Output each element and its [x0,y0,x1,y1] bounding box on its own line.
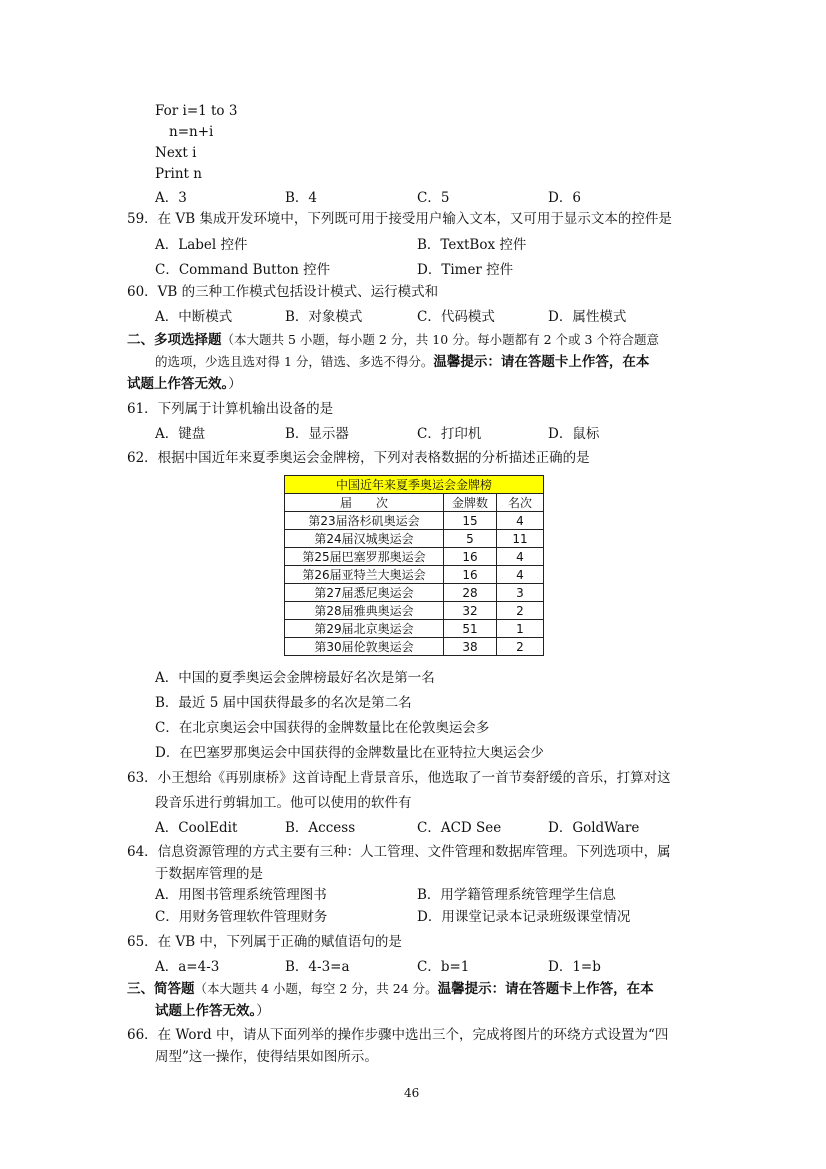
section-desc-line [155,352,649,372]
table-cell: 第26届亚特兰大奥运会 [285,566,444,584]
question-stem: 59．在 VB 集成开发环境中，下列既可用于接受用户输入文本，又可用于显示文本的控件是 [127,211,672,227]
option: A．CoolEdit [155,820,238,836]
option: B．TextBox 控件 [417,237,527,253]
option: D．Timer 控件 [417,262,514,278]
table-cell: 16 [444,548,497,566]
table-row [285,584,544,602]
column-header: 金牌数 [444,494,497,512]
option: A．a=4-3 [155,959,220,975]
table-title-row [285,476,544,494]
table-row [285,566,544,584]
option: D．GoldWare [548,820,640,836]
table-row [285,620,544,638]
table-cell: 第27届悉尼奥运会 [285,584,444,602]
section-tip-line [155,1001,270,1021]
table-row [285,602,544,620]
table-cell: 第29届北京奥运会 [285,620,444,638]
table-cell: 2 [497,602,544,620]
table-cell: 38 [444,638,497,656]
table-cell: 第30届伦敦奥运会 [285,638,444,656]
question-stem: 60．VB 的三种工作模式包括设计模式、运行模式和 [127,284,439,300]
section-tip: 试题上作答无效。 [127,376,229,392]
option: D．用课堂记录本记录班级课堂情况 [417,909,631,925]
option: C．代码模式 [417,309,495,325]
section-tip: 试题上作答无效。 [155,1003,257,1019]
option: A．中国的夏季奥运会金牌榜最好名次是第一名 [155,670,435,686]
code-line: Next i [155,145,197,161]
option: A．用图书管理系统管理图书 [155,887,327,903]
column-header: 届 次 [285,494,444,512]
table-row [285,530,544,548]
table-cell: 11 [497,530,544,548]
option: D．在巴塞罗那奥运会中国获得的金牌数量比在亚特拉大奥运会少 [155,745,544,761]
question-stem: 61．下列属于计算机输出设备的是 [127,401,334,417]
option: B．Access [285,820,356,836]
table-cell: 5 [444,530,497,548]
question-stem: 64．信息资源管理的方式主要有三种：人工管理、文件管理和数据库管理。下列选项中，属 [127,844,671,860]
table-cell: 第24届汉城奥运会 [285,530,444,548]
code-line: n=n+i [169,124,214,140]
section-desc: （本大题共 5 小题，每小题 2 分，共 10 分。每小题都有 2 个或 3 个符合题意 [221,332,659,347]
table-header-row [285,494,544,512]
section-tip-end: ） [228,376,242,392]
table-cell: 4 [497,566,544,584]
table-cell: 第25届巴塞罗那奥运会 [285,548,444,566]
table-cell: 2 [497,638,544,656]
section-tip: 温馨提示：请在答题卡上作答，在本 [433,354,650,370]
option: C．在北京奥运会中国获得的金牌数量比在伦敦奥运会多 [155,720,490,736]
option: C．打印机 [417,426,482,442]
question-stem: 65．在 VB 中，下列属于正确的赋值语句的是 [127,934,402,950]
section-title: 三、简答题 [127,981,195,997]
table-cell: 15 [444,512,497,530]
option: B．最近 5 届中国获得最多的名次是第二名 [155,695,412,711]
table-cell: 28 [444,584,497,602]
table-cell: 第23届洛杉矶奥运会 [285,512,444,530]
question-stem: 63．小王想给《再别康桥》这首诗配上背景音乐，他选取了一首节奏舒缓的音乐，打算对这 [127,770,671,786]
option: A．键盘 [155,426,206,442]
option: B．用学籍管理系统管理学生信息 [417,887,616,903]
option: C．ACD See [417,820,502,836]
table-cell: 3 [497,584,544,602]
section-heading [127,979,654,999]
table-cell: 第28届雅典奥运会 [285,602,444,620]
question-stem: 于数据库管理的是 [155,866,263,882]
table-cell: 32 [444,602,497,620]
option: B．4-3=a [285,959,350,975]
option: B．4 [285,190,318,206]
table-cell: 1 [497,620,544,638]
question-stem: 段音乐进行剪辑加工。他可以使用的软件有 [155,795,412,811]
table-title: 中国近年来夏季奥运会金牌榜 [285,476,544,494]
table-row [285,512,544,530]
option: C．b=1 [417,959,470,975]
section-tip: 温馨提示：请在答题卡上作答，在本 [437,981,654,997]
option: C．用财务管理软件管理财务 [155,909,328,925]
table-cell: 51 [444,620,497,638]
option: D．属性模式 [548,309,627,325]
code-line: Print n [155,166,202,182]
column-header: 名次 [497,494,544,512]
code-line: For i=1 to 3 [155,103,238,119]
table-cell: 4 [497,548,544,566]
table-cell: 16 [444,566,497,584]
question-stem: 周型”这一操作，使得结果如图所示。 [155,1049,378,1065]
option: A．3 [155,190,187,206]
table-cell: 4 [497,512,544,530]
option: D．鼠标 [548,426,600,442]
question-stem: 66．在 Word 中，请从下面列举的操作步骤中选出三个，完成将图片的环绕方式设置为“四 [127,1027,669,1043]
page-number: 46 [404,1086,420,1100]
option: A．Label 控件 [155,237,248,253]
section-desc: （本大题共 4 小题，每空 2 分，共 24 分。 [194,981,438,996]
table-row [285,548,544,566]
table-row [285,638,544,656]
question-stem: 62．根据中国近年来夏季奥运会金牌榜，下列对表格数据的分析描述正确的是 [127,450,590,466]
section-tip-line [127,374,242,394]
option: B．对象模式 [285,309,363,325]
option: C．5 [417,190,450,206]
option: D．6 [548,190,581,206]
section-heading [127,330,659,350]
medal-table [284,475,544,656]
section-tip-end: ） [256,1003,270,1019]
option: B．显示器 [285,426,349,442]
option: A．中断模式 [155,309,233,325]
option: C．Command Button 控件 [155,262,331,278]
option: D．1=b [548,959,601,975]
section-desc: 的选项，少选且选对得 1 分，错选、多选不得分。 [155,354,434,369]
section-title: 二、多项选择题 [127,332,222,348]
